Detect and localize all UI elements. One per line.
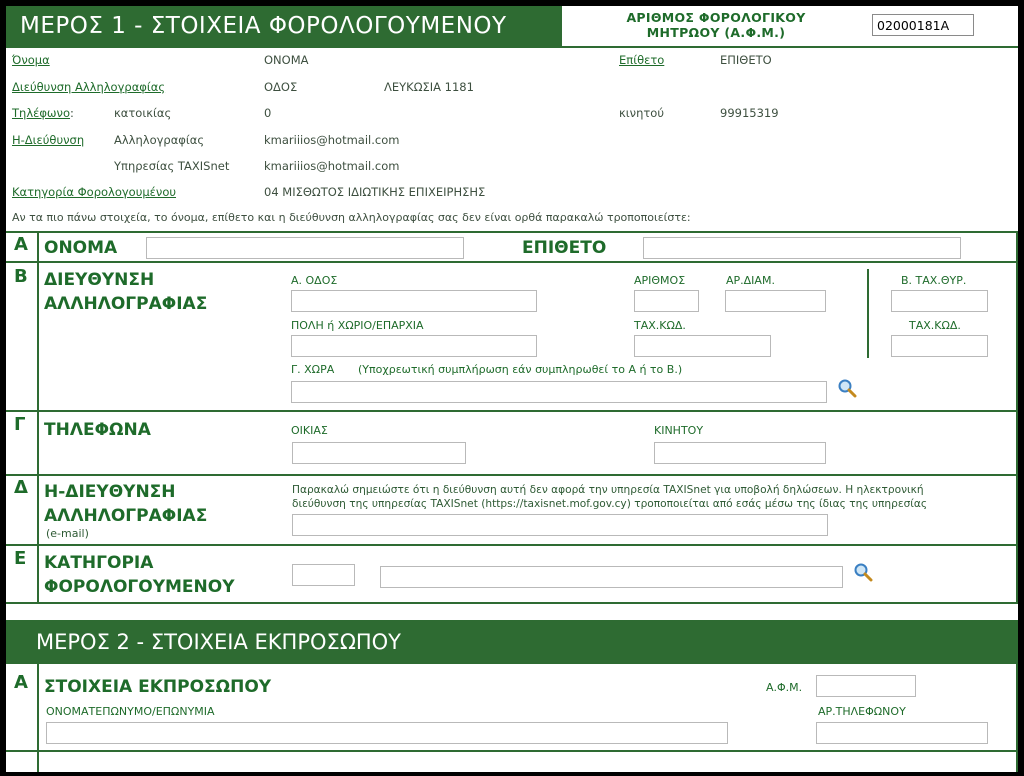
right-edge-rule: [1016, 231, 1018, 604]
home-phone-label: ΟΙΚΙΑΣ: [291, 424, 328, 437]
afm-label-line1: ΑΡΙΘΜΟΣ ΦΟΡΟΛΟΓΙΚΟΥ: [626, 10, 806, 25]
sec-a-letter: Α: [14, 234, 28, 255]
afm-label-line2: ΜΗΤΡΩΟΥ (Α.Φ.Μ.): [646, 25, 786, 40]
notice-text: Αν τα πιο πάνω στοιχεία, το όνομα, επίθετο και η διεύθυνση αλληλογραφίας σας δεν είναι ορθά παρακαλώ τροποποιείστε:: [12, 211, 691, 224]
city-value: ΛΕΥΚΩΣΙΑ 1181: [384, 80, 474, 94]
street-input[interactable]: [291, 290, 537, 312]
email-label[interactable]: Η-Διεύθυνση: [12, 133, 85, 147]
category-label[interactable]: Κατηγορία Φορολογουμένου: [12, 185, 177, 199]
email-taxis-value: kmariiios@hotmail.com: [264, 159, 400, 173]
part2-title: ΜΕΡΟΣ 2 - ΣΤΟΙΧΕΙΑ ΕΚΠΡΟΣΩΠΟΥ: [6, 620, 1018, 664]
mobile-phone-label: ΚΙΝΗΤΟΥ: [654, 424, 704, 437]
part2-right-rule: [1016, 664, 1018, 772]
rule-g-top: [6, 410, 1018, 412]
rep-name-input[interactable]: [46, 722, 728, 744]
email-corr-value: kmariiios@hotmail.com: [264, 133, 400, 147]
email-note-line1: Παρακαλώ σημειώστε ότι η διεύθυνση αυτή δεν αφορά την υπηρεσία TAXISnet για υποβολή δηλώσεων. Η ηλεκτρονική: [292, 484, 924, 496]
pobox-label: Β. ΤΑΧ.ΘΥΡ.: [901, 274, 967, 287]
letter-column-rule: [37, 231, 39, 604]
name-label[interactable]: Όνομα: [12, 53, 50, 67]
country-input[interactable]: [291, 381, 827, 403]
rule-b-top: [6, 261, 1018, 263]
phone-label[interactable]: Τηλέφωνο: [12, 106, 71, 120]
part2-section-title: ΣΤΟΙΧΕΙΑ ΕΚΠΡΟΣΩΠΟΥ: [44, 677, 272, 697]
rep-afm-input[interactable]: [816, 675, 916, 697]
sec-e-title-line1: ΚΑΤΗΓΟΡΙΑ: [44, 553, 154, 573]
rule-a-top: [6, 231, 1018, 233]
rule-e-bottom: [6, 602, 1018, 604]
sec-e-title: [44, 551, 235, 599]
sec-d-letter: Δ: [14, 477, 28, 498]
street-label: Α. ΟΔΟΣ: [291, 274, 338, 287]
rep-phone-label: ΑΡ.ΤΗΛΕΦΩΝΟΥ: [818, 705, 906, 718]
form-frame: [6, 6, 1018, 772]
search-icon[interactable]: [853, 562, 873, 582]
postal2-label: ΤΑΧ.ΚΩΔ.: [909, 319, 961, 332]
email-note-line2: διεύθυνση της υπηρεσίας TAXISnet (https://taxisnet.mof.gov.cy) τροποποιείται από εσάς μέσω της ίδιας της υπηρεσίας: [292, 498, 928, 510]
home-phone-input[interactable]: [292, 442, 466, 464]
rule-e-top: [6, 544, 1018, 546]
surname-input[interactable]: [643, 237, 961, 259]
address-label[interactable]: Διεύθυνση Αλληλογραφίας: [12, 80, 166, 94]
home-value: 0: [264, 106, 272, 120]
pobox-divider: [867, 269, 869, 358]
sec-g-letter: Γ: [14, 414, 26, 435]
rep-phone-input[interactable]: [816, 722, 988, 744]
number-input[interactable]: [634, 290, 699, 312]
number-label: ΑΡΙΘΜΟΣ: [634, 274, 686, 287]
afm-input[interactable]: [872, 14, 974, 36]
mobile-label: κινητού: [619, 106, 664, 120]
rule-d-top: [6, 474, 1018, 476]
sec-e-letter: Ε: [14, 548, 27, 569]
category-desc-input[interactable]: [380, 566, 843, 588]
mobile-value: 99915319: [720, 106, 779, 120]
sec-d-title: [44, 480, 207, 528]
category-value: 04 ΜΙΣΘΩΤΟΣ ΙΔΙΩΤΙΚΗΣ ΕΠΙΧΕΙΡΗΣΗΣ: [264, 185, 486, 199]
sec-b-letter: Β: [14, 266, 28, 287]
afm-label: [596, 10, 836, 40]
sec-d-title-line1: Η-ΔΙΕΥΘΥΝΣΗ: [44, 482, 176, 502]
surname-label[interactable]: Επίθετο: [619, 53, 665, 67]
sec-d-title-line2: ΑΛΛΗΛΟΓΡΑΦΙΑΣ: [44, 506, 208, 526]
city-input[interactable]: [291, 335, 537, 357]
email-note: [292, 483, 1004, 511]
sec-b-title: [44, 268, 207, 316]
part2-bottom-rule: [6, 750, 1018, 752]
name-value: ΟΝΟΜΑ: [264, 53, 309, 67]
search-icon[interactable]: [837, 378, 857, 398]
sec-b-title-line1: ΔΙΕΥΘΥΝΣΗ: [44, 270, 155, 290]
mobile-phone-input[interactable]: [654, 442, 826, 464]
country-note: (Υποχρεωτική συμπλήρωση εάν συμπληρωθεί το Α ή το Β.): [358, 363, 683, 376]
apt-input[interactable]: [725, 290, 826, 312]
home-label: κατοικίας: [114, 106, 172, 120]
sec-a-surname-label: ΕΠΙΘΕΤΟ: [522, 238, 607, 258]
part1-title: ΜΕΡΟΣ 1 - ΣΤΟΙΧΕΙΑ ΦΟΡΟΛΟΓΟΥΜΕΝΟΥ: [6, 6, 562, 46]
email-taxis-label: Υπηρεσίας TAXISnet: [114, 159, 230, 173]
part2-letter-rule: [37, 664, 39, 772]
sec-b-title-line2: ΑΛΛΗΛΟΓΡΑΦΙΑΣ: [44, 294, 208, 314]
apt-label: ΑΡ.ΔΙΑΜ.: [726, 274, 775, 287]
sec-e-title-line2: ΦΟΡΟΛΟΓΟΥΜΕΝΟΥ: [44, 577, 235, 597]
sec-a-name-label: ΟΝΟΜΑ: [44, 238, 118, 258]
postal2-input[interactable]: [891, 335, 988, 357]
phone-colon: :: [70, 106, 74, 120]
country-label: Γ. ΧΩΡΑ: [291, 363, 335, 376]
name-input[interactable]: [146, 237, 464, 259]
part2-letter: Α: [14, 672, 28, 693]
email-input[interactable]: [292, 514, 828, 536]
phone-label-group: [12, 106, 74, 120]
city-label: ΠΟΛΗ ή ΧΩΡΙΟ/ΕΠΑΡΧΙΑ: [291, 319, 424, 332]
email-corr-label: Αλληλογραφίας: [114, 133, 205, 147]
rep-name-label: ΟΝΟΜΑΤΕΠΩΝΥΜΟ/ΕΠΩΝΥΜΙΑ: [46, 705, 215, 718]
pobox-input[interactable]: [891, 290, 988, 312]
street-value: ΟΔΟΣ: [264, 80, 298, 94]
postal-label: ΤΑΧ.ΚΩΔ.: [634, 319, 686, 332]
sec-g-title: ΤΗΛΕΦΩΝΑ: [44, 420, 151, 440]
sec-d-subtitle: (e-mail): [46, 527, 89, 540]
surname-value: ΕΠΙΘΕΤΟ: [720, 53, 772, 67]
header-rule: [6, 46, 1018, 48]
rep-afm-label: Α.Φ.Μ.: [766, 681, 803, 694]
category-code-input[interactable]: [292, 564, 355, 586]
postal-input[interactable]: [634, 335, 771, 357]
